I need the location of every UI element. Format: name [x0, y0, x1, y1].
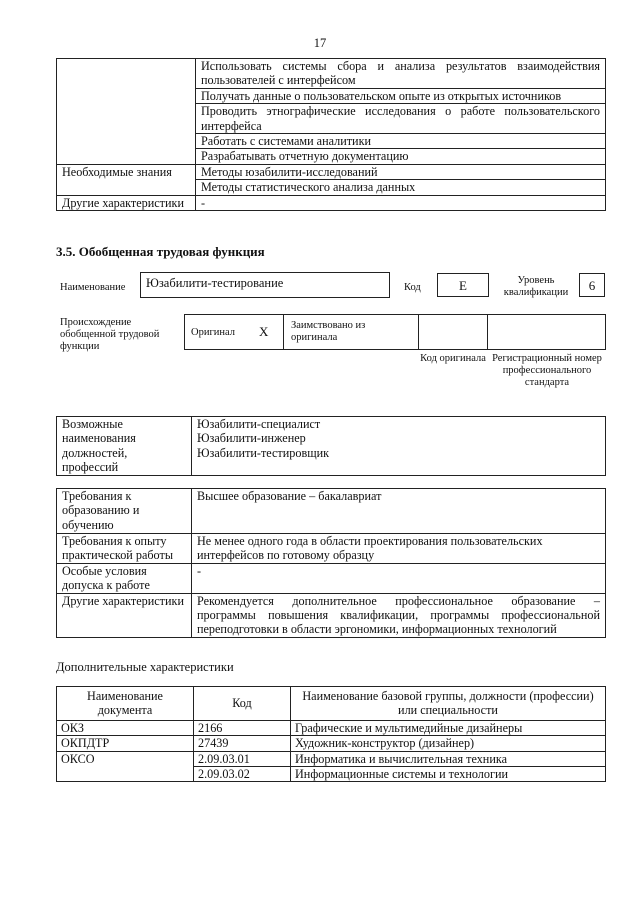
table-row — [57, 751, 606, 766]
reg-number-caption: Регистрационный номер профессионального стандарта — [492, 353, 602, 388]
code-cell: 2166 — [194, 720, 291, 735]
position-item: Юзабилити-тестировщик — [197, 445, 330, 460]
original-mark: X — [259, 324, 269, 339]
positions-list — [192, 417, 606, 476]
additional-title: Дополнительные характеристики — [56, 660, 234, 674]
code-value: E — [437, 273, 489, 297]
name-cell: Графические и мультимедийные дизайнеры — [291, 720, 606, 735]
additional-table — [56, 686, 606, 782]
action-item: Проводить этнографические исследования о работе пользовательского интерфейса — [196, 104, 606, 134]
name-cell: Художник-конструктор (дизайнер) — [291, 736, 606, 751]
code-original-caption: Код оригинала — [420, 353, 486, 364]
action-item: Использовать системы сбора и анализа результатов взаимодействия пользователей с интерфейсом — [196, 59, 606, 89]
labor-actions-table — [56, 58, 606, 211]
name-cell: Информатика и вычислительная техника — [291, 751, 606, 766]
position-item: Юзабилити-инженер — [197, 431, 306, 446]
origin-divider — [418, 314, 419, 350]
other-value: - — [196, 195, 606, 210]
code-cell: 2.09.03.01 — [194, 751, 291, 766]
code-cell: 2.09.03.02 — [194, 767, 291, 782]
section-title: 3.5. Обобщенная трудовая функция — [56, 244, 265, 259]
code-cell: 27439 — [194, 736, 291, 751]
column-header: Наименование базовой группы, должности (профессии) или специальности — [291, 687, 606, 721]
knowledge-item: Методы статистического анализа данных — [196, 180, 606, 195]
requirement-value: - — [192, 563, 606, 593]
requirement-label: Другие характеристики — [57, 593, 192, 637]
other-label: Другие характеристики — [57, 195, 196, 210]
borrowed-label: Заимствовано из оригинала — [291, 320, 366, 343]
original-label: Оригинал — [191, 327, 235, 338]
action-item: Работать с системами аналитики — [196, 134, 606, 149]
requirement-label: Требования к опыту практической работы — [57, 534, 192, 564]
column-header: Наименование документа — [57, 687, 194, 721]
origin-divider — [283, 314, 284, 350]
table-row — [57, 736, 606, 751]
code-label: Код — [404, 282, 421, 293]
doc-cell: ОКПДТР — [57, 736, 194, 751]
name-cell: Информационные системы и технологии — [291, 767, 606, 782]
name-value: Юзабилити-тестирование — [140, 272, 390, 298]
requirements-table — [56, 488, 606, 638]
name-label: Наименование — [60, 282, 126, 293]
column-header: Код — [194, 687, 291, 721]
requirement-value: Высшее образование – бакалавриат — [192, 489, 606, 534]
doc-cell: ОКЗ — [57, 720, 194, 735]
actions-label-cell — [57, 59, 196, 165]
positions-label: Возможные наименования должностей, профессий — [57, 417, 192, 476]
action-item: Разрабатывать отчетную документацию — [196, 149, 606, 164]
positions-table — [56, 416, 606, 476]
origin-divider — [487, 314, 488, 350]
requirement-value: Не менее одного года в области проектирования пользовательских интерфейсов по готовому образцу — [192, 534, 606, 564]
doc-cell: ОКСО — [57, 751, 194, 782]
page-number: 17 — [313, 36, 327, 50]
knowledge-item: Методы юзабилити-исследований — [196, 164, 606, 179]
origin-label: Происхождение обобщенной трудовой функции — [60, 317, 160, 352]
requirement-label: Требования к образованию и обучению — [57, 489, 192, 534]
position-item: Юзабилити-специалист — [197, 417, 321, 431]
level-value: 6 — [579, 273, 605, 297]
action-item: Получать данные о пользовательском опыте из открытых источников — [196, 88, 606, 103]
level-label: Уровень квалификации — [503, 275, 569, 298]
requirement-label: Особые условия допуска к работе — [57, 563, 192, 593]
knowledge-label: Необходимые знания — [57, 164, 196, 195]
requirement-value: Рекомендуется дополнительное профессиональное образование – программы повышения квалификации, программы профессиональной переподготовки в области эргономики, информационных технологий — [192, 593, 606, 637]
table-row — [57, 720, 606, 735]
